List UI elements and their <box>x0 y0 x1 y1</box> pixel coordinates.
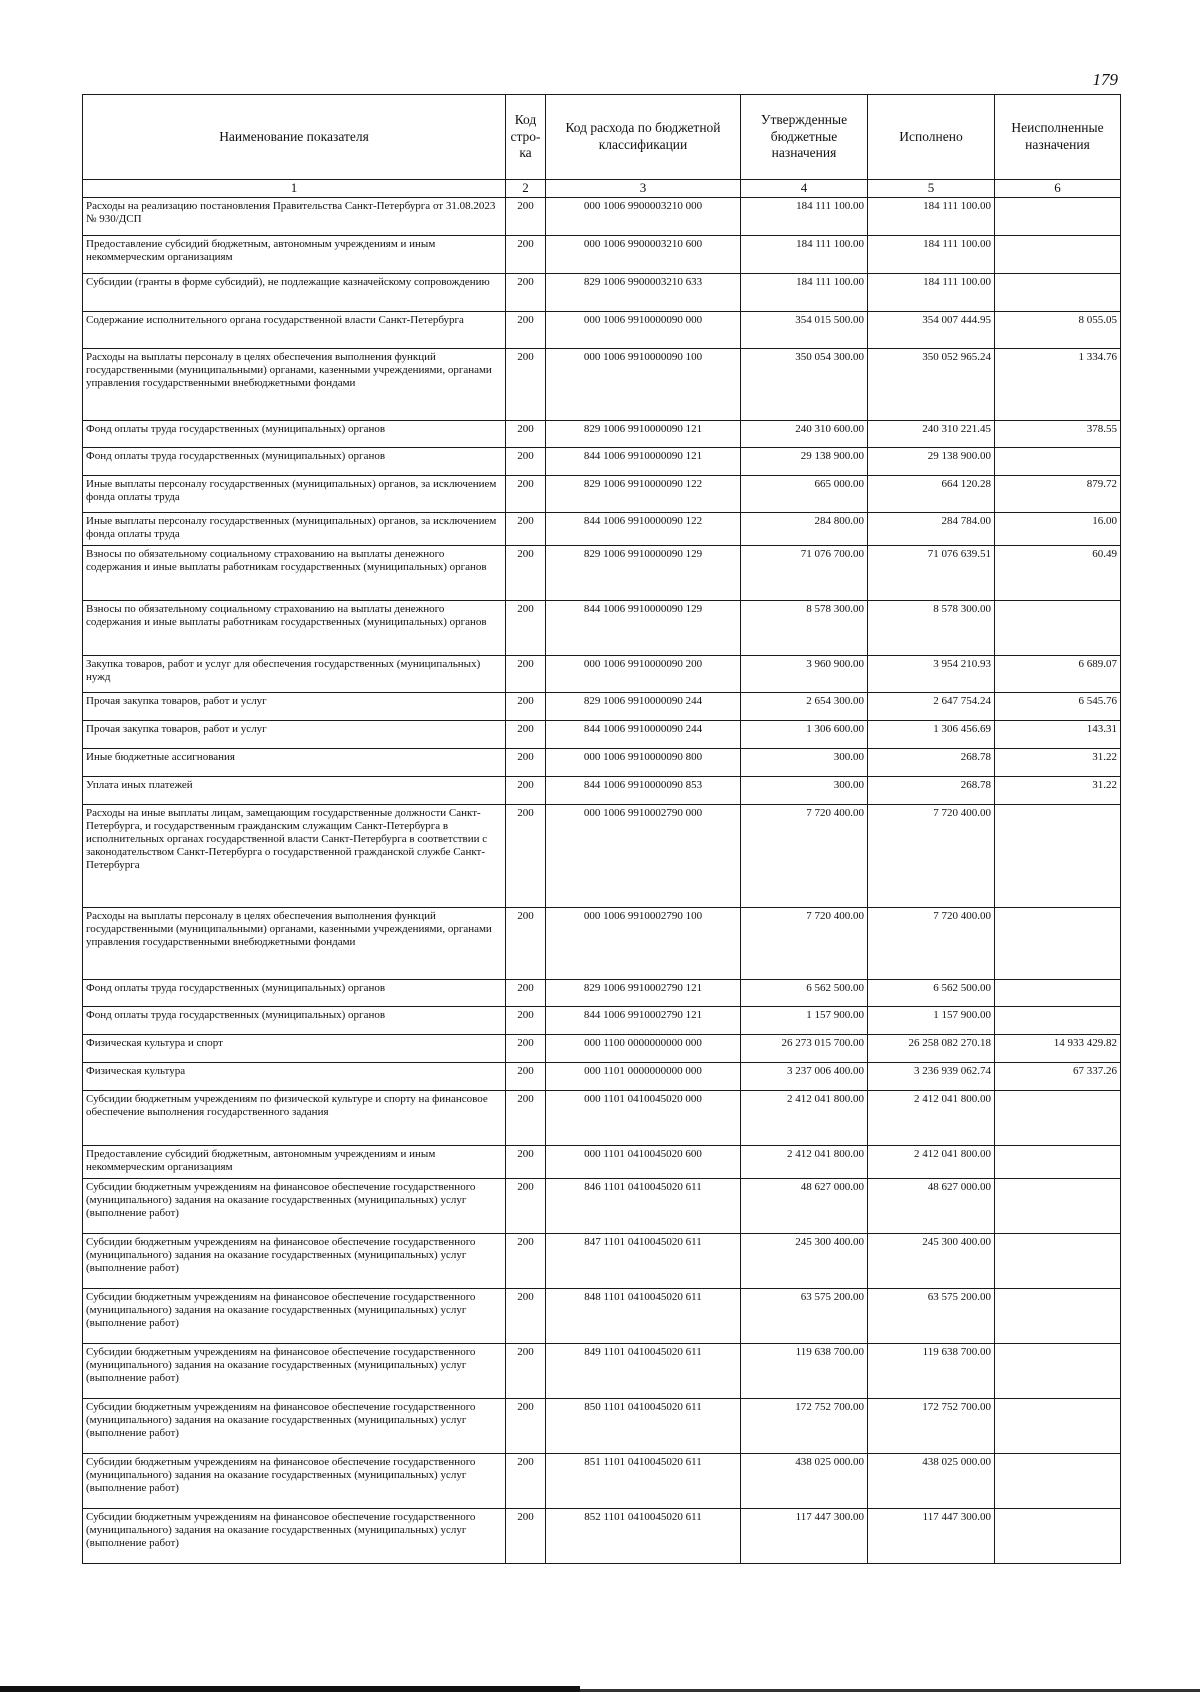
row-executed: 664 120.28 <box>868 476 995 513</box>
row-line-code: 200 <box>506 349 546 421</box>
row-unexecuted: 14 933 429.82 <box>995 1035 1121 1063</box>
row-unexecuted <box>995 1344 1121 1399</box>
row-executed: 48 627 000.00 <box>868 1179 995 1234</box>
row-line-code: 200 <box>506 1063 546 1091</box>
row-approved: 350 054 300.00 <box>741 349 868 421</box>
row-executed: 2 647 754.24 <box>868 693 995 721</box>
row-expense-code: 000 1100 0000000000 000 <box>546 1035 741 1063</box>
row-unexecuted <box>995 1007 1121 1035</box>
column-number-row <box>83 180 1121 198</box>
row-unexecuted: 143.31 <box>995 721 1121 749</box>
row-line-code: 200 <box>506 721 546 749</box>
table-row <box>83 749 1121 777</box>
row-line-code: 200 <box>506 980 546 1007</box>
column-number: 6 <box>995 180 1121 198</box>
row-expense-code: 000 1101 0410045020 600 <box>546 1146 741 1179</box>
table-body <box>83 198 1121 1564</box>
row-approved: 354 015 500.00 <box>741 312 868 349</box>
row-approved: 2 654 300.00 <box>741 693 868 721</box>
table-row <box>83 1091 1121 1146</box>
table-row <box>83 476 1121 513</box>
row-line-code: 200 <box>506 1007 546 1035</box>
row-executed: 3 954 210.93 <box>868 656 995 693</box>
row-executed: 6 562 500.00 <box>868 980 995 1007</box>
row-approved: 26 273 015 700.00 <box>741 1035 868 1063</box>
column-number: 3 <box>546 180 741 198</box>
table-row <box>83 1509 1121 1564</box>
row-expense-code: 844 1006 9910002790 121 <box>546 1007 741 1035</box>
page-number: 179 <box>1092 70 1118 89</box>
row-approved: 184 111 100.00 <box>741 274 868 312</box>
row-executed: 245 300 400.00 <box>868 1234 995 1289</box>
budget-report-table <box>82 94 1121 1564</box>
row-name: Предоставление субсидий бюджетным, автономным учреждениям и иным некоммерческим организациям <box>83 1146 506 1179</box>
row-unexecuted <box>995 1454 1121 1509</box>
row-approved: 7 720 400.00 <box>741 908 868 980</box>
row-name: Закупка товаров, работ и услуг для обеспечения государственных (муниципальных) нужд <box>83 656 506 693</box>
row-name: Прочая закупка товаров, работ и услуг <box>83 693 506 721</box>
row-approved: 7 720 400.00 <box>741 805 868 908</box>
row-name: Прочая закупка товаров, работ и услуг <box>83 721 506 749</box>
row-approved: 184 111 100.00 <box>741 198 868 236</box>
row-expense-code: 844 1006 9910000090 244 <box>546 721 741 749</box>
row-line-code: 200 <box>506 448 546 476</box>
row-line-code: 200 <box>506 777 546 805</box>
table-row <box>83 1454 1121 1509</box>
row-executed: 1 157 900.00 <box>868 1007 995 1035</box>
row-executed: 7 720 400.00 <box>868 805 995 908</box>
row-unexecuted <box>995 1091 1121 1146</box>
row-line-code: 200 <box>506 908 546 980</box>
row-line-code: 200 <box>506 312 546 349</box>
row-executed: 184 111 100.00 <box>868 198 995 236</box>
table-row <box>83 601 1121 656</box>
row-unexecuted: 378.55 <box>995 421 1121 448</box>
row-unexecuted: 67 337.26 <box>995 1063 1121 1091</box>
row-name: Взносы по обязательному социальному страхованию на выплаты денежного содержания и иные выплаты работникам государственных (муниципальных) органов <box>83 601 506 656</box>
row-name: Субсидии бюджетным учреждениям на финансовое обеспечение государственного (муниципального) задания на оказание государственных (муниципальных) услуг (выполнение работ) <box>83 1399 506 1454</box>
table-row <box>83 777 1121 805</box>
row-unexecuted: 31.22 <box>995 749 1121 777</box>
row-expense-code: 844 1006 9910000090 853 <box>546 777 741 805</box>
table-row <box>83 908 1121 980</box>
row-name: Субсидии бюджетным учреждениям на финансовое обеспечение государственного (муниципального) задания на оказание государственных (муниципальных) услуг (выполнение работ) <box>83 1509 506 1564</box>
row-expense-code: 000 1006 9910000090 200 <box>546 656 741 693</box>
row-executed: 8 578 300.00 <box>868 601 995 656</box>
row-name: Расходы на иные выплаты лицам, замещающим государственные должности Санкт-Петербурга, и государственным гражданским служащим Санкт-Петербурга в исполнительных органах государственной власти Санкт-Петербурга в соответствии с законодательством Санкт-Петербурга о государственной гражданской службе Санкт-Петербурга <box>83 805 506 908</box>
row-name: Фонд оплаты труда государственных (муниципальных) органов <box>83 1007 506 1035</box>
row-line-code: 200 <box>506 1035 546 1063</box>
row-executed: 350 052 965.24 <box>868 349 995 421</box>
row-approved: 1 157 900.00 <box>741 1007 868 1035</box>
row-unexecuted <box>995 1509 1121 1564</box>
row-executed: 172 752 700.00 <box>868 1399 995 1454</box>
column-number: 1 <box>83 180 506 198</box>
row-approved: 119 638 700.00 <box>741 1344 868 1399</box>
row-approved: 71 076 700.00 <box>741 546 868 601</box>
row-executed: 2 412 041 800.00 <box>868 1091 995 1146</box>
row-expense-code: 829 1006 9910002790 121 <box>546 980 741 1007</box>
column-number: 4 <box>741 180 868 198</box>
row-name: Уплата иных платежей <box>83 777 506 805</box>
row-unexecuted <box>995 236 1121 274</box>
header-row <box>83 95 1121 180</box>
row-expense-code: 852 1101 0410045020 611 <box>546 1509 741 1564</box>
row-unexecuted: 60.49 <box>995 546 1121 601</box>
row-approved: 8 578 300.00 <box>741 601 868 656</box>
row-approved: 284 800.00 <box>741 513 868 546</box>
row-unexecuted <box>995 1399 1121 1454</box>
column-number: 5 <box>868 180 995 198</box>
row-name: Расходы на выплаты персоналу в целях обеспечения выполнения функций государственными (муниципальными) органами, казенными учреждениями, органами управления государственными внебюджетными фондами <box>83 908 506 980</box>
row-expense-code: 849 1101 0410045020 611 <box>546 1344 741 1399</box>
row-unexecuted <box>995 1146 1121 1179</box>
table-row <box>83 1035 1121 1063</box>
row-name: Иные выплаты персоналу государственных (муниципальных) органов, за исключением фонда оплаты труда <box>83 513 506 546</box>
row-name: Взносы по обязательному социальному страхованию на выплаты денежного содержания и иные выплаты работникам государственных (муниципальных) органов <box>83 546 506 601</box>
row-expense-code: 850 1101 0410045020 611 <box>546 1399 741 1454</box>
row-unexecuted <box>995 805 1121 908</box>
header-executed: Исполнено <box>868 95 995 180</box>
table-row <box>83 1179 1121 1234</box>
row-expense-code: 829 1006 9900003210 633 <box>546 274 741 312</box>
row-approved: 6 562 500.00 <box>741 980 868 1007</box>
row-unexecuted <box>995 908 1121 980</box>
row-executed: 117 447 300.00 <box>868 1509 995 1564</box>
row-line-code: 200 <box>506 476 546 513</box>
row-approved: 2 412 041 800.00 <box>741 1146 868 1179</box>
row-approved: 438 025 000.00 <box>741 1454 868 1509</box>
row-line-code: 200 <box>506 1399 546 1454</box>
row-executed: 184 111 100.00 <box>868 236 995 274</box>
row-line-code: 200 <box>506 1344 546 1399</box>
table-row <box>83 1063 1121 1091</box>
row-executed: 7 720 400.00 <box>868 908 995 980</box>
row-expense-code: 000 1006 9910000090 100 <box>546 349 741 421</box>
row-expense-code: 846 1101 0410045020 611 <box>546 1179 741 1234</box>
row-line-code: 200 <box>506 1454 546 1509</box>
row-approved: 3 237 006 400.00 <box>741 1063 868 1091</box>
row-name: Расходы на реализацию постановления Правительства Санкт-Петербурга от 31.08.2023 № 930/ДСП <box>83 198 506 236</box>
row-unexecuted: 6 689.07 <box>995 656 1121 693</box>
row-expense-code: 000 1006 9900003210 600 <box>546 236 741 274</box>
table-row <box>83 421 1121 448</box>
row-executed: 354 007 444.95 <box>868 312 995 349</box>
column-number: 2 <box>506 180 546 198</box>
row-unexecuted: 16.00 <box>995 513 1121 546</box>
row-executed: 26 258 082 270.18 <box>868 1035 995 1063</box>
row-approved: 300.00 <box>741 749 868 777</box>
row-line-code: 200 <box>506 805 546 908</box>
table-row <box>83 448 1121 476</box>
table-row <box>83 805 1121 908</box>
row-executed: 1 306 456.69 <box>868 721 995 749</box>
row-executed: 240 310 221.45 <box>868 421 995 448</box>
row-unexecuted <box>995 601 1121 656</box>
row-name: Субсидии бюджетным учреждениям на финансовое обеспечение государственного (муниципального) задания на оказание государственных (муниципальных) услуг (выполнение работ) <box>83 1179 506 1234</box>
row-unexecuted <box>995 1289 1121 1344</box>
row-executed: 3 236 939 062.74 <box>868 1063 995 1091</box>
table-row <box>83 980 1121 1007</box>
row-line-code: 200 <box>506 1234 546 1289</box>
row-approved: 172 752 700.00 <box>741 1399 868 1454</box>
row-unexecuted <box>995 448 1121 476</box>
header-name: Наименование показателя <box>83 95 506 180</box>
row-line-code: 200 <box>506 656 546 693</box>
row-line-code: 200 <box>506 421 546 448</box>
row-expense-code: 829 1006 9910000090 244 <box>546 693 741 721</box>
row-approved: 117 447 300.00 <box>741 1509 868 1564</box>
row-expense-code: 848 1101 0410045020 611 <box>546 1289 741 1344</box>
row-line-code: 200 <box>506 1091 546 1146</box>
row-approved: 184 111 100.00 <box>741 236 868 274</box>
row-name: Субсидии бюджетным учреждениям на финансовое обеспечение государственного (муниципального) задания на оказание государственных (муниципальных) услуг (выполнение работ) <box>83 1234 506 1289</box>
row-line-code: 200 <box>506 1179 546 1234</box>
row-name: Физическая культура <box>83 1063 506 1091</box>
row-name: Содержание исполнительного органа государственной власти Санкт-Петербурга <box>83 312 506 349</box>
header-unexecuted: Неисполненные назначения <box>995 95 1121 180</box>
row-approved: 245 300 400.00 <box>741 1234 868 1289</box>
row-name: Фонд оплаты труда государственных (муниципальных) органов <box>83 448 506 476</box>
table-row <box>83 1146 1121 1179</box>
scan-edge <box>0 1686 580 1692</box>
header-approved: Утвержденные бюджетные назначения <box>741 95 868 180</box>
row-unexecuted: 8 055.05 <box>995 312 1121 349</box>
table-row <box>83 198 1121 236</box>
table-row <box>83 546 1121 601</box>
table-row <box>83 1289 1121 1344</box>
row-expense-code: 844 1006 9910000090 122 <box>546 513 741 546</box>
row-name: Физическая культура и спорт <box>83 1035 506 1063</box>
row-executed: 119 638 700.00 <box>868 1344 995 1399</box>
row-name: Иные бюджетные ассигнования <box>83 749 506 777</box>
row-line-code: 200 <box>506 198 546 236</box>
row-line-code: 200 <box>506 546 546 601</box>
row-executed: 438 025 000.00 <box>868 1454 995 1509</box>
row-unexecuted <box>995 1179 1121 1234</box>
row-name: Субсидии бюджетным учреждениям на финансовое обеспечение государственного (муниципального) задания на оказание государственных (муниципальных) услуг (выполнение работ) <box>83 1344 506 1399</box>
row-name: Субсидии бюджетным учреждениям по физической культуре и спорту на финансовое обеспечение выполнения государственного задания <box>83 1091 506 1146</box>
row-expense-code: 000 1006 9900003210 000 <box>546 198 741 236</box>
table-row <box>83 274 1121 312</box>
row-executed: 268.78 <box>868 749 995 777</box>
row-approved: 1 306 600.00 <box>741 721 868 749</box>
row-expense-code: 829 1006 9910000090 129 <box>546 546 741 601</box>
row-expense-code: 000 1101 0000000000 000 <box>546 1063 741 1091</box>
table-row <box>83 656 1121 693</box>
row-approved: 2 412 041 800.00 <box>741 1091 868 1146</box>
row-approved: 300.00 <box>741 777 868 805</box>
row-name: Субсидии бюджетным учреждениям на финансовое обеспечение государственного (муниципального) задания на оказание государственных (муниципальных) услуг (выполнение работ) <box>83 1289 506 1344</box>
row-expense-code: 847 1101 0410045020 611 <box>546 1234 741 1289</box>
row-approved: 48 627 000.00 <box>741 1179 868 1234</box>
row-executed: 184 111 100.00 <box>868 274 995 312</box>
row-approved: 3 960 900.00 <box>741 656 868 693</box>
row-expense-code: 851 1101 0410045020 611 <box>546 1454 741 1509</box>
row-line-code: 200 <box>506 601 546 656</box>
table-row <box>83 1399 1121 1454</box>
row-executed: 71 076 639.51 <box>868 546 995 601</box>
row-line-code: 200 <box>506 274 546 312</box>
row-approved: 240 310 600.00 <box>741 421 868 448</box>
row-expense-code: 000 1101 0410045020 000 <box>546 1091 741 1146</box>
row-unexecuted: 1 334.76 <box>995 349 1121 421</box>
row-line-code: 200 <box>506 1509 546 1564</box>
row-expense-code: 829 1006 9910000090 122 <box>546 476 741 513</box>
row-expense-code: 000 1006 9910000090 000 <box>546 312 741 349</box>
row-unexecuted: 31.22 <box>995 777 1121 805</box>
header-expense-code: Код расхода по бюджетной классификации <box>546 95 741 180</box>
row-approved: 665 000.00 <box>741 476 868 513</box>
table-row <box>83 1007 1121 1035</box>
row-expense-code: 844 1006 9910000090 121 <box>546 448 741 476</box>
table-row <box>83 1344 1121 1399</box>
row-executed: 284 784.00 <box>868 513 995 546</box>
row-expense-code: 829 1006 9910000090 121 <box>546 421 741 448</box>
row-executed: 2 412 041 800.00 <box>868 1146 995 1179</box>
row-executed: 29 138 900.00 <box>868 448 995 476</box>
table-row <box>83 693 1121 721</box>
row-name: Фонд оплаты труда государственных (муниципальных) органов <box>83 421 506 448</box>
row-line-code: 200 <box>506 1146 546 1179</box>
table-row <box>83 349 1121 421</box>
row-line-code: 200 <box>506 693 546 721</box>
row-line-code: 200 <box>506 1289 546 1344</box>
row-name: Фонд оплаты труда государственных (муниципальных) органов <box>83 980 506 1007</box>
row-executed: 268.78 <box>868 777 995 805</box>
row-line-code: 200 <box>506 513 546 546</box>
row-executed: 63 575 200.00 <box>868 1289 995 1344</box>
row-expense-code: 000 1006 9910002790 100 <box>546 908 741 980</box>
row-approved: 63 575 200.00 <box>741 1289 868 1344</box>
row-unexecuted <box>995 1234 1121 1289</box>
row-expense-code: 844 1006 9910000090 129 <box>546 601 741 656</box>
row-line-code: 200 <box>506 749 546 777</box>
row-expense-code: 000 1006 9910000090 800 <box>546 749 741 777</box>
row-unexecuted <box>995 198 1121 236</box>
row-expense-code: 000 1006 9910002790 000 <box>546 805 741 908</box>
header-line-code: Код стро-ка <box>506 95 546 180</box>
table-row <box>83 1234 1121 1289</box>
row-line-code: 200 <box>506 236 546 274</box>
row-name: Субсидии (гранты в форме субсидий), не подлежащие казначейскому сопровождению <box>83 274 506 312</box>
row-name: Расходы на выплаты персоналу в целях обеспечения выполнения функций государственными (муниципальными) органами, казенными учреждениями, органами управления государственными внебюджетными фондами <box>83 349 506 421</box>
row-unexecuted <box>995 980 1121 1007</box>
table-row <box>83 236 1121 274</box>
row-unexecuted: 879.72 <box>995 476 1121 513</box>
row-unexecuted: 6 545.76 <box>995 693 1121 721</box>
table-row <box>83 312 1121 349</box>
table-row <box>83 513 1121 546</box>
row-approved: 29 138 900.00 <box>741 448 868 476</box>
row-name: Субсидии бюджетным учреждениям на финансовое обеспечение государственного (муниципального) задания на оказание государственных (муниципальных) услуг (выполнение работ) <box>83 1454 506 1509</box>
row-name: Предоставление субсидий бюджетным, автономным учреждениям и иным некоммерческим организациям <box>83 236 506 274</box>
row-unexecuted <box>995 274 1121 312</box>
row-name: Иные выплаты персоналу государственных (муниципальных) органов, за исключением фонда оплаты труда <box>83 476 506 513</box>
table-row <box>83 721 1121 749</box>
